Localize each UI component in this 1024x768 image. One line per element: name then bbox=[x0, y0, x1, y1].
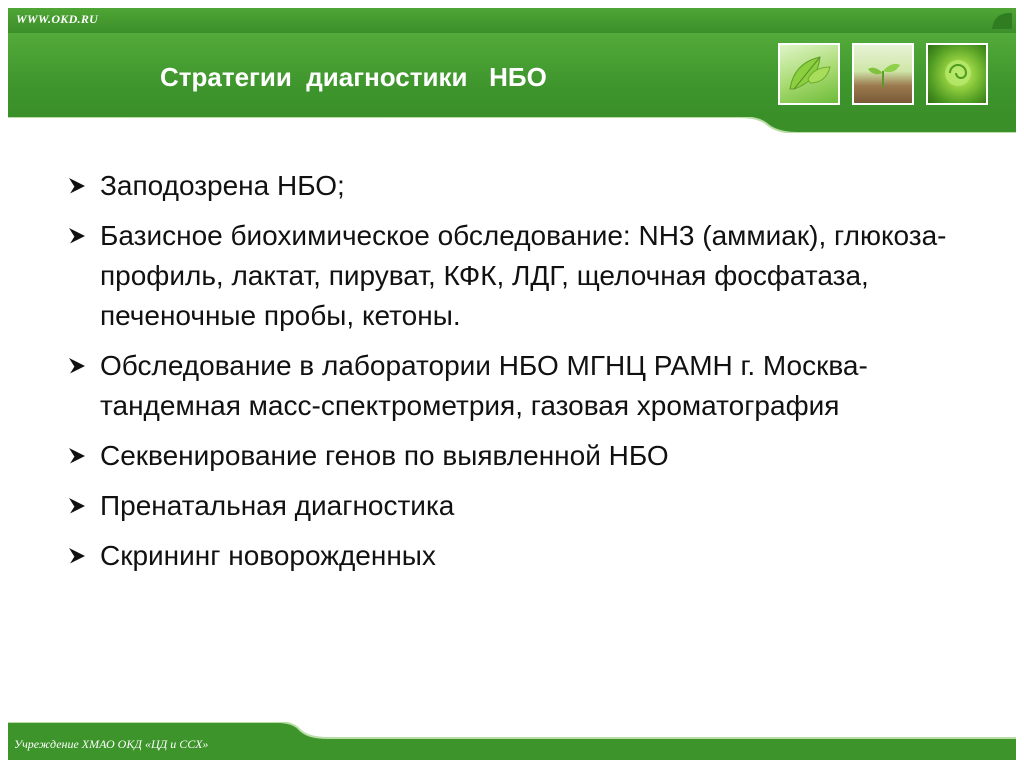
sprout-thumbnail bbox=[852, 43, 914, 105]
bullet-list bbox=[66, 166, 966, 586]
list-item-text: Базисное биохимическое обследование: NH3 (аммиак), глюкоза- профиль, лактат, пируват, КФК, ЛДГ, щелочная фосфатаза, печеночные пробы, кетоны. bbox=[100, 220, 947, 331]
list-item bbox=[66, 346, 966, 426]
footer-text: Учреждение ХМАО ОКД «ЦД и ССХ» bbox=[14, 737, 209, 751]
fern-thumbnail bbox=[926, 43, 988, 105]
list-item-text: Обследование в лаборатории НБО МГНЦ РАМН г. Москва- тандемная масс-спектрометрия, газовая хроматография bbox=[100, 350, 868, 421]
arrow-bullet-icon bbox=[66, 495, 88, 517]
arrow-bullet-icon bbox=[66, 225, 88, 247]
list-item bbox=[66, 486, 966, 526]
arrow-bullet-icon bbox=[66, 545, 88, 567]
list-item bbox=[66, 166, 966, 206]
list-item bbox=[66, 536, 966, 576]
leaf-icon bbox=[780, 45, 838, 103]
arrow-bullet-icon bbox=[66, 445, 88, 467]
list-item bbox=[66, 216, 966, 336]
corner-tab-icon bbox=[990, 11, 1012, 29]
list-item-text: Пренатальная диагностика bbox=[100, 490, 455, 521]
fern-icon bbox=[928, 45, 986, 103]
list-item-text: Скрининг новорожденных bbox=[100, 540, 436, 571]
site-url: WWW.OKD.RU bbox=[16, 12, 99, 26]
header-top-strip bbox=[8, 8, 1016, 33]
leaf-thumbnail bbox=[778, 43, 840, 105]
arrow-bullet-icon bbox=[66, 355, 88, 377]
arrow-bullet-icon bbox=[66, 175, 88, 197]
list-item-text: Заподозрена НБО; bbox=[100, 170, 345, 201]
list-item bbox=[66, 436, 966, 476]
sprout-icon bbox=[854, 45, 912, 103]
list-item-text: Секвенирование генов по выявленной НБО bbox=[100, 440, 669, 471]
slide-title: Стратегии диагностики НБО bbox=[160, 62, 547, 92]
title-band-curve bbox=[8, 117, 1016, 133]
